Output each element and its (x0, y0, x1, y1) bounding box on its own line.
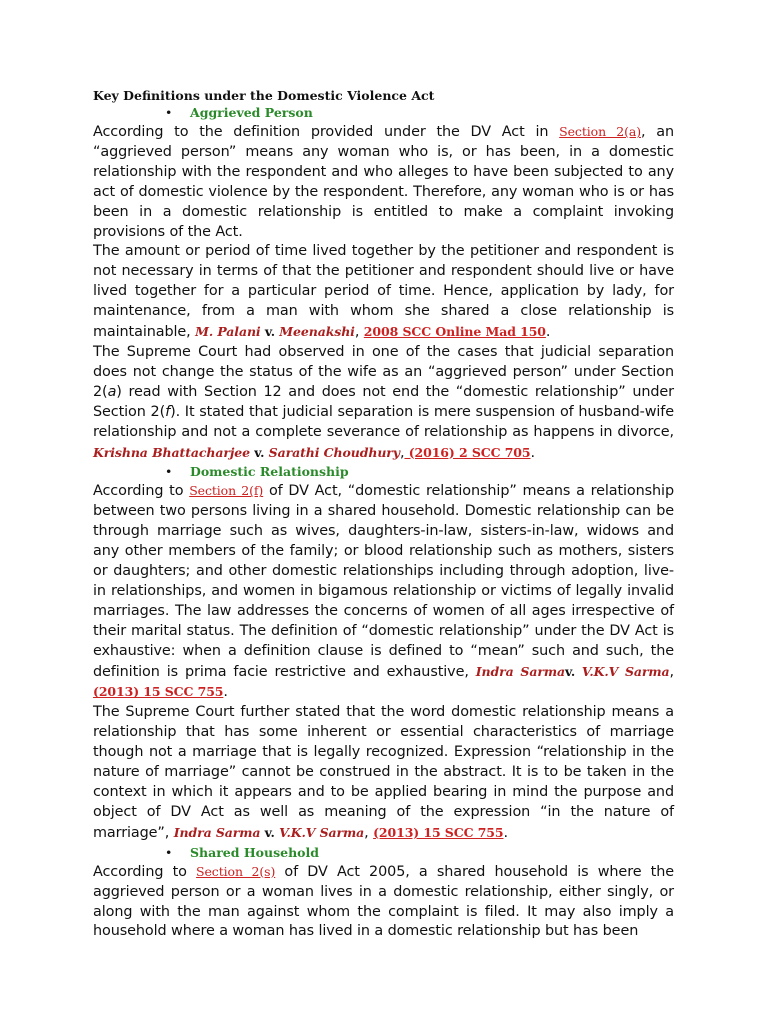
case-party: Indra Sarma (475, 663, 565, 679)
case-party: Meenakshi (279, 324, 355, 340)
citation-link[interactable]: (2013) 15 SCC 755 (93, 684, 224, 700)
period: . (530, 444, 535, 461)
case-party: V.K.V Sarma (581, 663, 670, 679)
citation-link[interactable]: 2008 SCC Online Mad 150 (363, 324, 546, 340)
period: . (503, 824, 508, 841)
bullet-label: Aggrieved Person (190, 105, 313, 120)
document-title: Key Definitions under the Domestic Violence Act (93, 88, 435, 103)
bullet-dot-icon: • (165, 844, 173, 860)
text: ). It stated that judicial separation is mere suspension of husband-wife relationship and not a complete severance of relationship as happens in divorce, (93, 403, 674, 440)
separator: , (364, 824, 374, 841)
bullet-label: Shared Household (190, 844, 319, 860)
text: The Supreme Court had observed in one of the cases that judicial separation does not change the status of the wife as an “aggrieved person” under Section 2( (93, 343, 674, 400)
paragraph-nature-of-marriage (93, 703, 674, 843)
separator: , (399, 444, 405, 461)
versus: v. (564, 663, 582, 679)
period: . (223, 684, 228, 701)
citation-link[interactable]: (2013) 15 SCC 755 (373, 824, 504, 840)
section-link[interactable]: Section 2(s) (196, 863, 276, 879)
bullet-domestic-relationship (93, 463, 674, 481)
bullet-label: Domestic Relationship (190, 464, 349, 480)
versus: v. (260, 324, 280, 340)
paragraph-shared-household-definition (93, 862, 674, 943)
text: According to (93, 483, 190, 500)
document-page (93, 88, 674, 942)
bullet-shared-household (93, 844, 674, 862)
text: of DV Act 2005, a shared household is where the aggrieved person or a woman lives in a domestic relationship, either singly, or along with the man against whom the complaint is filed. It may also imply a household where a woman has lived in a domestic relationship but has been (93, 863, 674, 940)
bullet-aggrieved-person (93, 104, 674, 122)
text: The Supreme Court further stated that the word domestic relationship means a relationship that has some inherent or essential characteristics of marriage though not a marriage that is legally recognized. Expression “relationship in the nature of marriage” cannot be construed in the abstract. It is to be taken in the context in which it appears and to be applied bearing in mind the purpose and object of DV Act as well as meaning of the expression “in the nature of marriage”, (93, 704, 674, 841)
text: The amount or period of time lived together by the petitioner and respondent is not necessary in terms of that the petitioner and respondent should live or have lived together for a particular period of time. Hence, application by lady, for maintenance, from a man with whom she shared a close relationship is maintainable, (93, 243, 674, 341)
separator: , (354, 324, 364, 341)
text: ) read with Section 12 and does not end the “domestic relationship” under Section 2( (93, 383, 674, 420)
citation-link[interactable]: (2016) 2 SCC 705 (404, 444, 531, 460)
paragraph-domestic-relationship-definition (93, 481, 674, 703)
paragraph-judicial-separation (93, 343, 674, 463)
text: of DV Act, “domestic relationship” means a relationship between two persons living in a shared household. Domestic relationship can be through marriage such as wives, daughters-in-law, sisters-in-law, widows and any other members of the family; or blood relationship such as mothers, sisters or daughters; and other domestic relationships including through adoption, live-in relationships, and women in bigamous relationship or victims of legally invalid marriages. The law addresses the concerns of women of all ages irrespective of their marital status. The definition of “domestic relationship” under the DV Act is exhaustive: when a definition clause is defined to “mean” such and such, the definition is prima facie restrictive and exhaustive, (93, 483, 674, 680)
case-party: V.K.V Sarma (279, 824, 365, 840)
section-link[interactable]: Section 2(f) (189, 483, 264, 499)
separator: , (669, 663, 674, 680)
case-party: M. Palani (195, 324, 261, 340)
case-party: Sarathi Choudhury (268, 444, 400, 460)
paragraph-period-of-time (93, 242, 674, 343)
versus: v. (260, 824, 280, 840)
versus: v. (249, 444, 269, 460)
italic-letter: f (165, 403, 171, 420)
section-link[interactable]: Section 2(a) (559, 124, 641, 139)
text: According to the definition provided under the DV Act in (93, 124, 560, 140)
paragraph-aggrieved-definition (93, 122, 674, 242)
period: . (545, 324, 551, 341)
case-party: Indra Sarma (173, 824, 261, 840)
text: , an “aggrieved person” means any woman who is, or has been, in a domestic relationship with the respondent and who alleges to have been subjected to any act of domestic violence by the respondent. Therefore, any woman who is or has been in a domestic relationship is entitled to make a complaint invoking provisions of the Act. (93, 124, 674, 240)
italic-letter: a (107, 383, 117, 400)
text: According to (93, 863, 197, 880)
case-party: Krishna Bhattacharjee (93, 444, 250, 460)
bullet-dot-icon: • (165, 105, 173, 120)
bullet-dot-icon: • (165, 464, 173, 480)
